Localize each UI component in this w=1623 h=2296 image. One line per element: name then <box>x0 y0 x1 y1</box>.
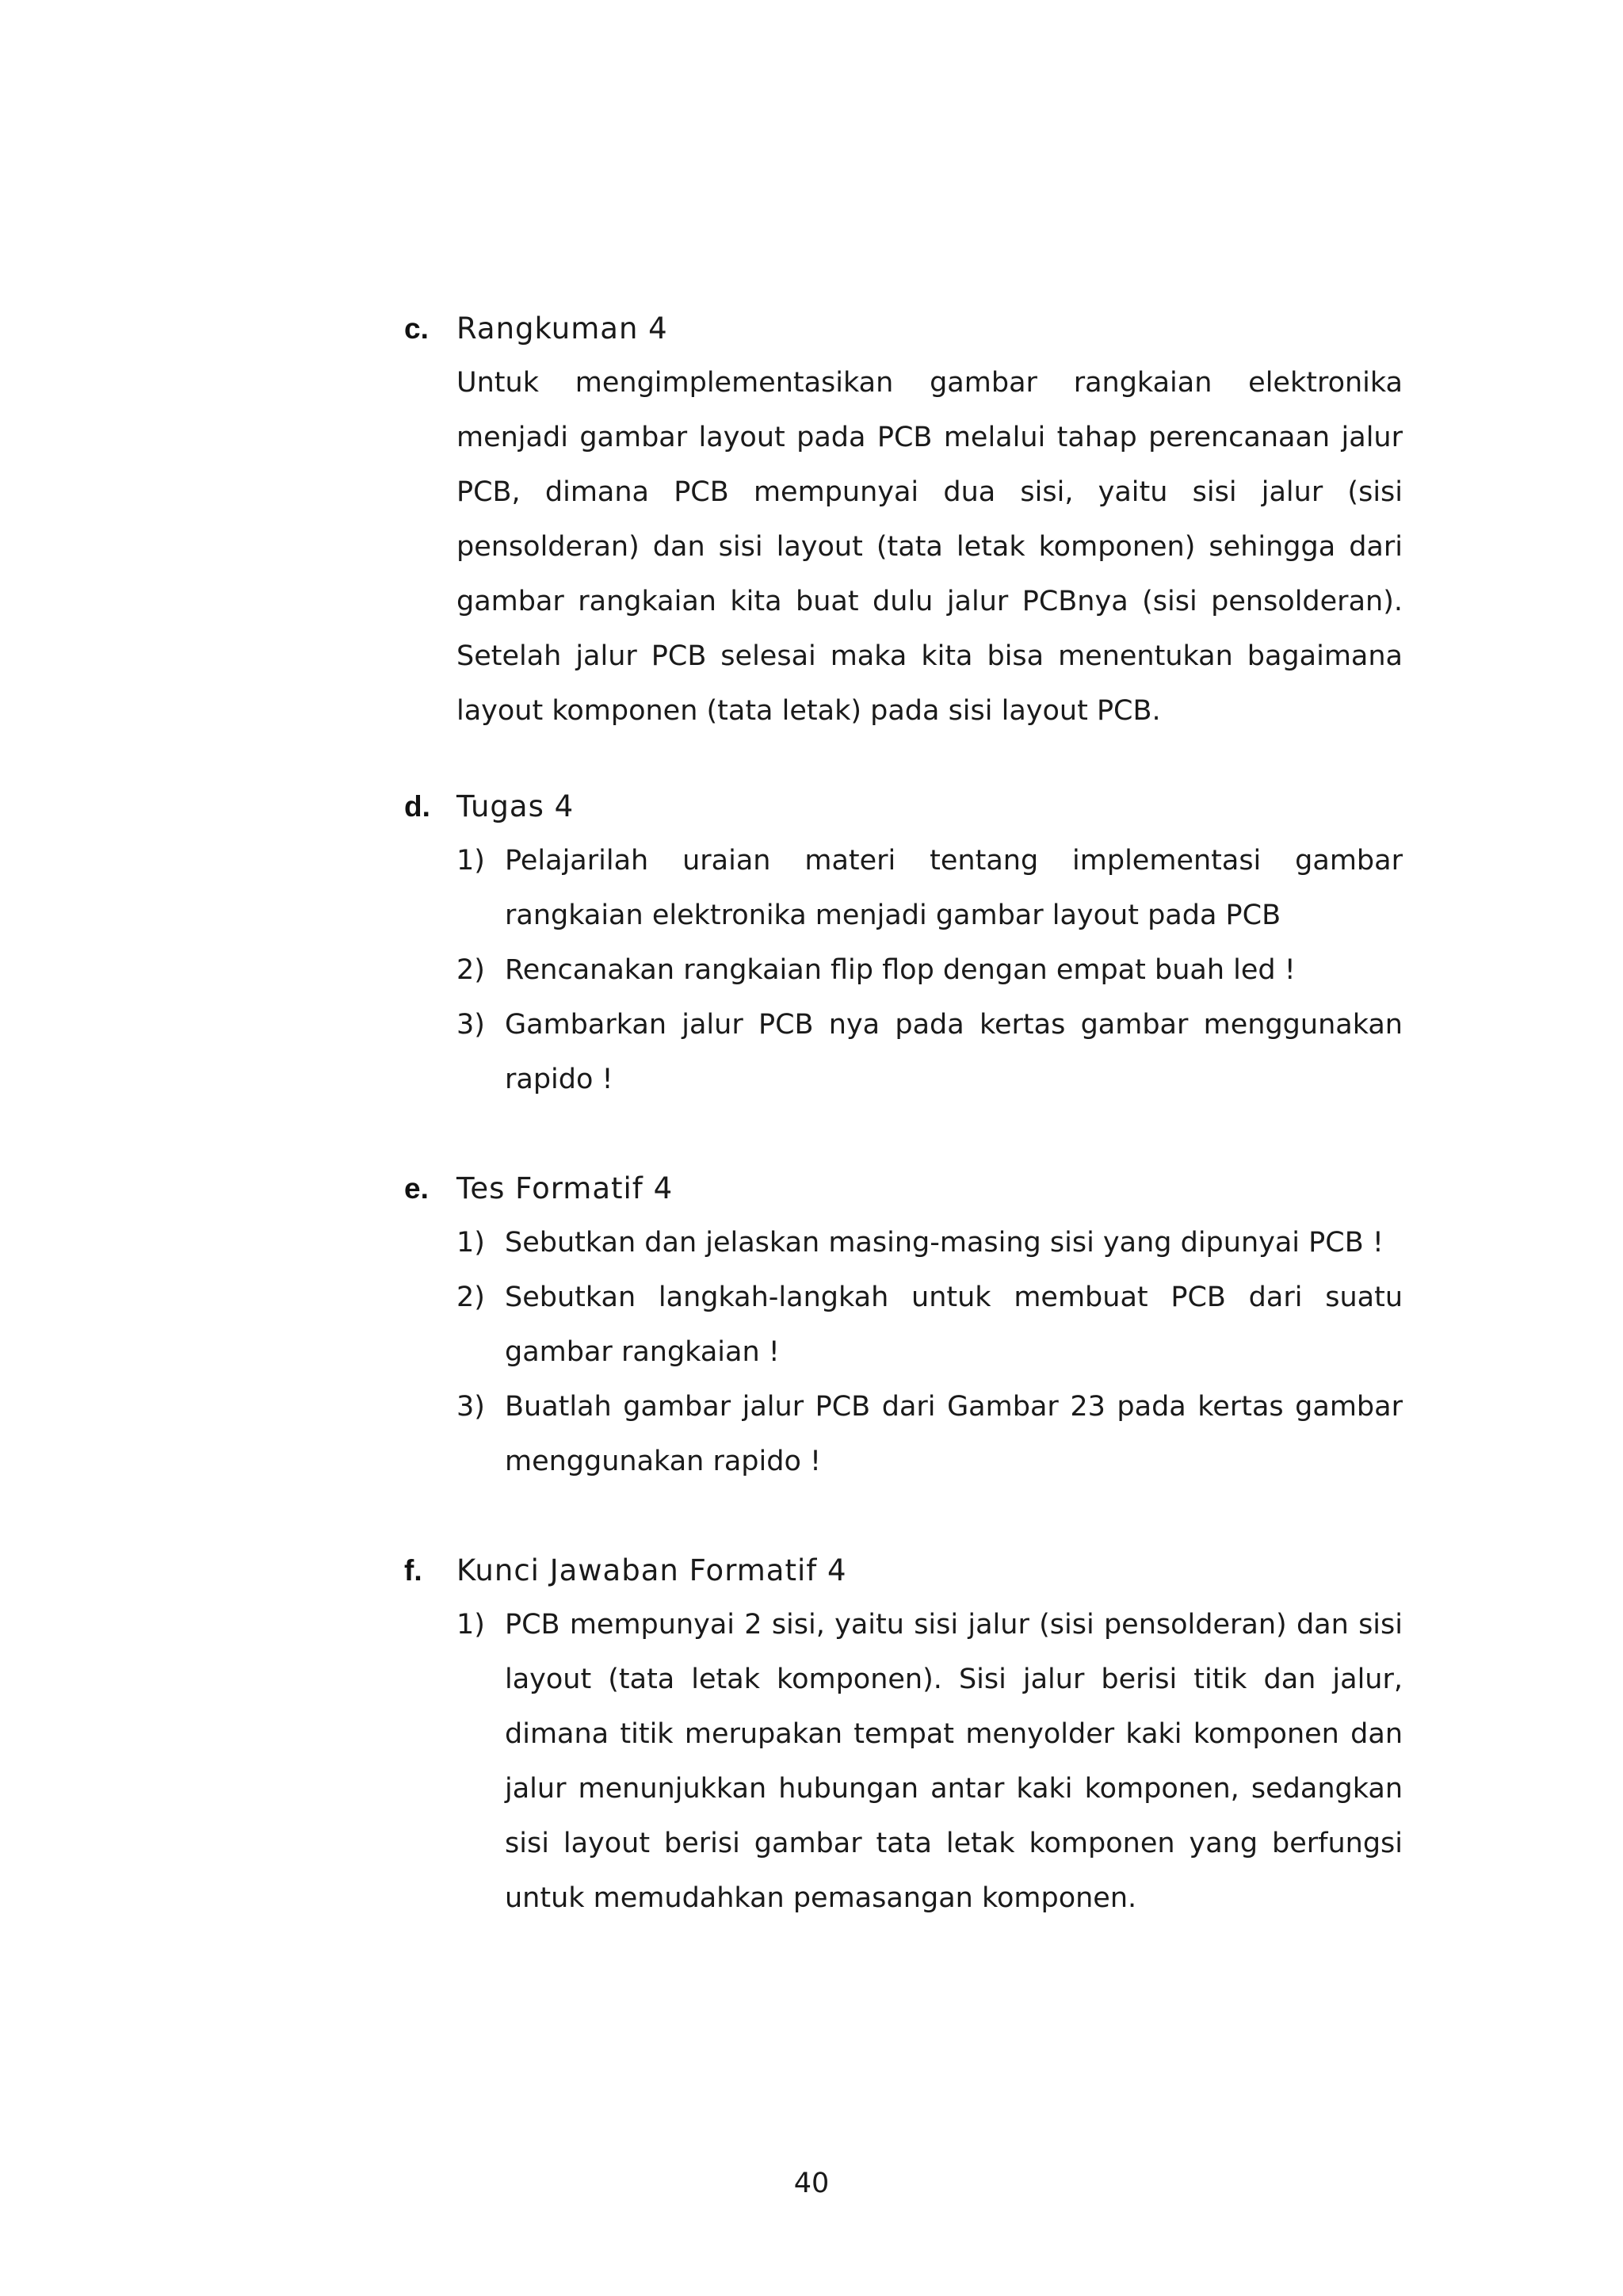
item-text: Pelajarilah uraian materi tentang implementasi gambar rangkaian elektronika menjadi gambar layout pada PCB <box>505 845 1403 931</box>
list-item <box>404 1216 1403 1270</box>
section-title: Tes Formatif 4 <box>456 1171 674 1205</box>
question-list <box>404 1216 1403 1489</box>
section-heading <box>404 1165 1403 1213</box>
section-rangkuman <box>404 305 1403 739</box>
item-number: 3) <box>456 1009 485 1041</box>
section-letter: d. <box>404 790 430 823</box>
item-text: PCB mempunyai 2 sisi, yaitu sisi jalur (sisi pensolderan) dan sisi layout (tata letak komponen). Sisi jalur berisi titik dan jalur, dimana titik merupakan tempat menyolder kaki komponen dan jalur menunjukkan hubungan antar kaki komponen, sedangkan sisi layout berisi gambar tata letak komponen yang berfungsi untuk memudahkan pemasangan komponen. <box>505 1609 1403 1914</box>
summary-paragraph: Untuk mengimplementasikan gambar rangkaian elektronika menjadi gambar layout pada PCB melalui tahap perencanaan jalur PCB, dimana PCB mempunyai dua sisi, yaitu sisi jalur (sisi pensolderan) dan sisi layout (tata letak komponen) sehingga dari gambar rangkaian kita buat dulu jalur PCBnya (sisi pensolderan). Setelah jalur PCB selesai maka kita bisa menentukan bagaimana layout komponen (tata letak) pada sisi layout PCB. <box>456 367 1403 727</box>
item-text: Gambarkan jalur PCB nya pada kertas gambar menggunakan rapido ! <box>505 1009 1403 1095</box>
list-item <box>404 998 1403 1107</box>
section-heading <box>404 1547 1403 1595</box>
section-letter: f. <box>404 1554 422 1587</box>
task-list <box>404 834 1403 1107</box>
section-tes-formatif <box>404 1165 1403 1489</box>
item-number: 1) <box>456 1227 485 1259</box>
section-heading <box>404 305 1403 353</box>
section-heading <box>404 783 1403 831</box>
item-text: Sebutkan langkah-langkah untuk membuat PCB dari suatu gambar rangkaian ! <box>505 1282 1403 1368</box>
answer-list <box>404 1598 1403 1926</box>
item-text: Rencanakan rangkaian flip flop dengan empat buah led ! <box>505 954 1296 986</box>
list-item <box>404 834 1403 943</box>
item-number: 1) <box>456 1609 485 1641</box>
list-item <box>404 1598 1403 1926</box>
section-letter: e. <box>404 1172 429 1205</box>
section-letter: c. <box>404 312 429 345</box>
section-title: Kunci Jawaban Formatif 4 <box>456 1553 847 1587</box>
section-kunci-jawaban <box>404 1547 1403 1926</box>
section-title: Tugas 4 <box>456 789 575 823</box>
item-number: 1) <box>456 845 485 877</box>
list-item <box>404 1380 1403 1489</box>
item-number: 2) <box>456 954 485 986</box>
item-number: 3) <box>456 1391 485 1423</box>
section-tugas <box>404 783 1403 1107</box>
page-number: 40 <box>793 2168 830 2199</box>
item-text: Sebutkan dan jelaskan masing-masing sisi yang dipunyai PCB ! <box>505 1227 1384 1259</box>
section-title: Rangkuman 4 <box>456 311 668 346</box>
item-text: Buatlah gambar jalur PCB dari Gambar 23 pada kertas gambar menggunakan rapido ! <box>505 1391 1403 1477</box>
list-item <box>404 1270 1403 1380</box>
list-item <box>404 943 1403 998</box>
item-number: 2) <box>456 1282 485 1313</box>
